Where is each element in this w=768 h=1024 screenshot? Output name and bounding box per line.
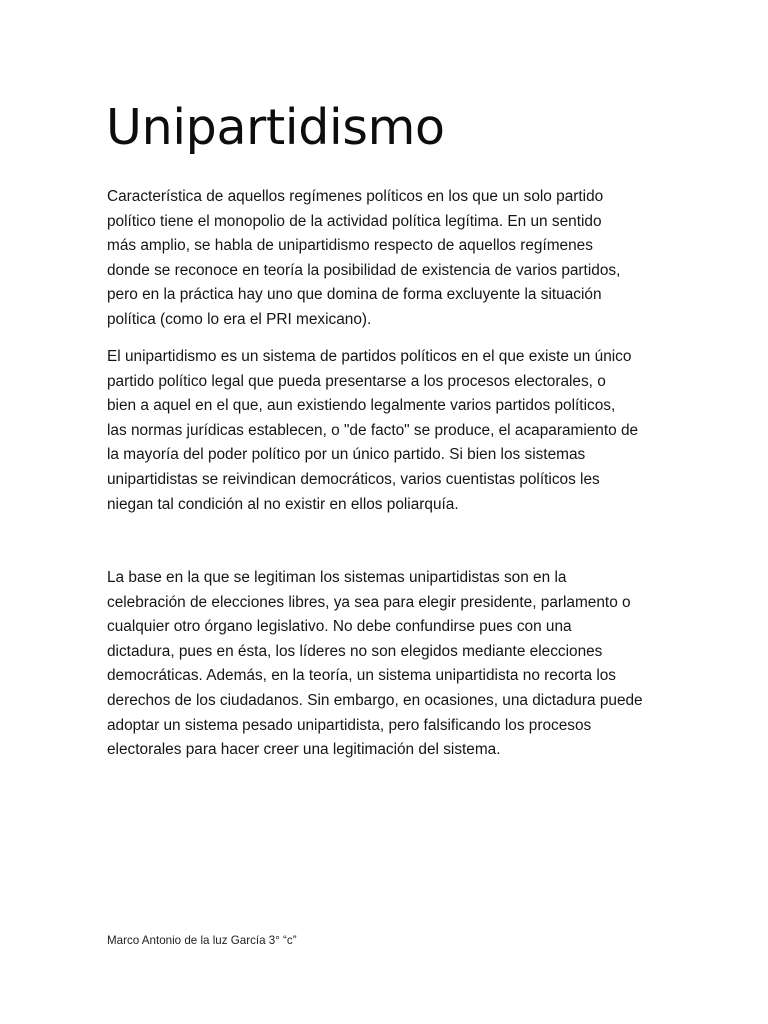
paragraph-line: cualquier otro órgano legislativo. No debe confundirse pues con una: [107, 618, 572, 636]
paragraph-definition: [107, 185, 665, 333]
paragraph-line: El unipartidismo es un sistema de partidos políticos en el que existe un único: [107, 348, 632, 365]
paragraph-line: partido político legal que pueda presentarse a los procesos electorales, o: [107, 372, 606, 390]
paragraph-line: dictadura, pues en ésta, los líderes no son elegidos mediante elecciones: [107, 642, 603, 660]
paragraph-legitimacy: [107, 566, 665, 763]
paragraph-line: político tiene el monopolio de la actividad política legítima. En un sentido: [107, 212, 602, 230]
paragraph-line: bien a aquel en el que, aun existiendo legalmente varios partidos políticos,: [107, 397, 616, 415]
paragraph-line: política (como lo era el PRI mexicano).: [107, 310, 372, 328]
paragraph-line: más amplio, se habla de unipartidismo respecto de aquellos regímenes: [107, 237, 593, 255]
paragraph-line: pero en la práctica hay uno que domina de forma excluyente la situación: [107, 286, 602, 304]
paragraph-line: Característica de aquellos regímenes políticos en los que un solo partido: [107, 188, 604, 205]
paragraph-line: niegan tal condición al no existir en ellos poliarquía.: [107, 495, 459, 513]
paragraph-line: celebración de elecciones libres, ya sea para elegir presidente, parlamento o: [107, 593, 631, 611]
paragraph-system-description: [107, 345, 665, 517]
paragraph-line: donde se reconoce en teoría la posibilidad de existencia de varios partidos,: [107, 261, 621, 279]
paragraph-line: adoptar un sistema pesado unipartidista, pero falsificando los procesos: [107, 716, 592, 734]
paragraph-line: democráticas. Además, en la teoría, un sistema unipartidista no recorta los: [107, 667, 617, 685]
paragraph-line: las normas jurídicas establecen, o "de facto" se produce, el acaparamiento de: [107, 421, 639, 439]
paragraph-line: unipartidistas se reivindican democráticos, varios cuentistas políticos les: [107, 470, 600, 488]
author-footer: Marco Antonio de la luz García 3° “c”: [107, 934, 297, 947]
paragraph-line: derechos de los ciudadanos. Sin embargo, en ocasiones, una dictadura puede: [107, 691, 643, 709]
paragraph-line: electorales para hacer creer una legitimación del sistema.: [107, 741, 501, 759]
paragraph-line: La base en la que se legitiman los sistemas unipartidistas son en la: [107, 569, 567, 586]
document-title: Unipartidismo: [106, 99, 445, 156]
paragraph-line: la mayoría del poder político por un único partido. Si bien los sistemas: [107, 446, 586, 464]
